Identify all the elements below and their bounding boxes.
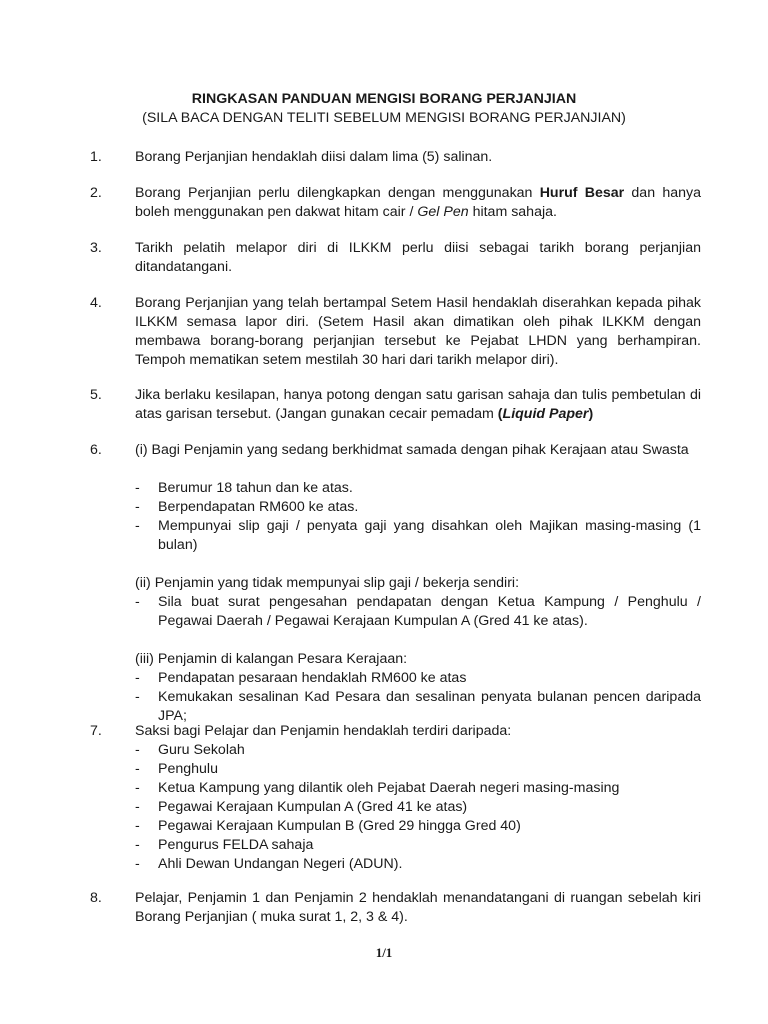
dash: - — [135, 818, 140, 834]
list-item-text: Sila buat surat pengesahan pendapatan dengan Ketua Kampung / Penghulu / Pegawai Daerah / Pegawai Kerajaan Kumpulan A (Gred 41 ke atas). — [158, 594, 701, 629]
list-item — [135, 741, 701, 760]
text-part: ) — [588, 406, 594, 422]
list-item-text: Pegawai Kerajaan Kumpulan A (Gred 41 ke atas) — [158, 799, 468, 815]
list-item — [135, 688, 701, 726]
subsection-heading: Saksi bagi Pelajar dan Penjamin hendaklah terdiri daripada: — [135, 723, 512, 739]
item-text: Tarikh pelatih melapor diri di ILKKM perlu diisi sebagai tarikh borang perjanjian ditandatangani. — [135, 240, 701, 275]
list-item-text: Berpendapatan RM600 ke atas. — [158, 499, 359, 515]
item-6 — [90, 441, 701, 726]
list-item — [135, 855, 701, 874]
bold-text: Huruf Besar — [539, 185, 625, 201]
item-number: 2. — [90, 185, 102, 201]
bold-italic-text: Liquid Paper — [502, 406, 589, 422]
list-item-text: Pendapatan pesaraan hendaklah RM600 ke atas — [158, 670, 467, 686]
list-item — [135, 517, 701, 555]
item-number: 7. — [90, 723, 102, 739]
list-item — [135, 798, 701, 817]
dash: - — [135, 689, 140, 705]
item-5 — [90, 386, 701, 424]
list-item-text: Penghulu — [158, 761, 218, 777]
list-item — [135, 593, 701, 631]
subsection-heading: (ii) Penjamin yang tidak mempunyai slip gaji / bekerja sendiri: — [135, 575, 520, 591]
list-item-text: Berumur 18 tahun dan ke atas. — [158, 480, 353, 496]
dash: - — [135, 837, 140, 853]
list-item — [135, 669, 701, 688]
list-item — [135, 817, 701, 836]
text-part: Borang Perjanjian perlu dilengkapkan dengan menggunakan — [135, 185, 540, 201]
subsection-heading: (i) Bagi Penjamin yang sedang berkhidmat samada dengan pihak Kerajaan atau Swasta — [135, 442, 689, 458]
item-1 — [90, 148, 701, 167]
title-subtitle: (SILA BACA DENGAN TELITI SEBELUM MENGISI BORANG PERJANJIAN) — [142, 110, 626, 126]
list-item-text: Pegawai Kerajaan Kumpulan B (Gred 29 hingga Gred 40) — [158, 818, 521, 834]
subsection-heading: (iii) Penjamin di kalangan Pesara Kerajaan: — [135, 651, 408, 667]
list-item — [135, 479, 701, 498]
list-item — [135, 836, 701, 855]
list-item-text: Ketua Kampung yang dilantik oleh Pejabat Daerah negeri masing-masing — [158, 780, 620, 796]
item-number: 6. — [90, 442, 102, 458]
item-text — [135, 184, 701, 222]
item-3 — [90, 239, 701, 277]
italic-text: Gel Pen — [417, 204, 469, 220]
item-text: Borang Perjanjian yang telah bertampal Setem Hasil hendaklah diserahkan kepada pihak ILKKM semasa lapor diri. (Setem Hasil akan dimatikan oleh pihak ILKKM dengan membawa borang-borang perjanjian tersebut ke Pejabat LHDN yang berhampiran. Tempoh mematikan setem mestilah 30 hari dari tarikh melapor diri). — [135, 295, 701, 368]
item-text — [135, 386, 701, 424]
item-2 — [90, 184, 701, 222]
item-number: 5. — [90, 387, 102, 403]
dash: - — [135, 742, 140, 758]
dash: - — [135, 670, 140, 686]
dash: - — [135, 594, 140, 610]
list-item — [135, 498, 701, 517]
list-item-text: Mempunyai slip gaji / penyata gaji yang disahkan oleh Majikan masing-masing (1 bulan) — [158, 518, 701, 553]
item-4 — [90, 294, 701, 370]
list-item-text: Ahli Dewan Undangan Negeri (ADUN). — [158, 856, 403, 872]
dash: - — [135, 518, 140, 534]
dash: - — [135, 499, 140, 515]
item-7 — [90, 722, 701, 874]
item-8 — [90, 889, 701, 927]
text-part: hitam sahaja. — [468, 204, 557, 220]
list-item-text: Kemukakan sesalinan Kad Pesara dan sesalinan penyata bulanan pencen daripada JPA; — [158, 689, 701, 724]
dash: - — [135, 856, 140, 872]
item-text: Pelajar, Penjamin 1 dan Penjamin 2 hendaklah menandatangani di ruangan sebelah kiri Borang Perjanjian ( muka surat 1, 2, 3 & 4). — [135, 890, 701, 925]
item-text: Borang Perjanjian hendaklah diisi dalam lima (5) salinan. — [135, 149, 493, 165]
text-part: ( — [497, 406, 503, 422]
dash: - — [135, 799, 140, 815]
dash: - — [135, 761, 140, 777]
list-item — [135, 760, 701, 779]
list-item-text: Guru Sekolah — [158, 742, 245, 758]
document-title — [0, 90, 768, 128]
item-number: 4. — [90, 295, 102, 311]
title-main: RINGKASAN PANDUAN MENGISI BORANG PERJANJIAN — [191, 91, 577, 107]
page-number: 1/1 — [375, 945, 393, 960]
dash: - — [135, 780, 140, 796]
item-number: 3. — [90, 240, 102, 256]
item-number: 8. — [90, 890, 102, 906]
text-part: dan hanya boleh menggunakan pen dakwat hitam cair / — [135, 185, 701, 220]
text-part: Jika berlaku kesilapan, hanya potong dengan satu garisan sahaja dan tulis pembetulan di atas garisan tersebut. (Jangan gunakan cecair pemadam — [135, 387, 701, 422]
list-item-text: Pengurus FELDA sahaja — [158, 837, 314, 853]
item-number: 1. — [90, 149, 102, 165]
list-item — [135, 779, 701, 798]
dash: - — [135, 480, 140, 496]
